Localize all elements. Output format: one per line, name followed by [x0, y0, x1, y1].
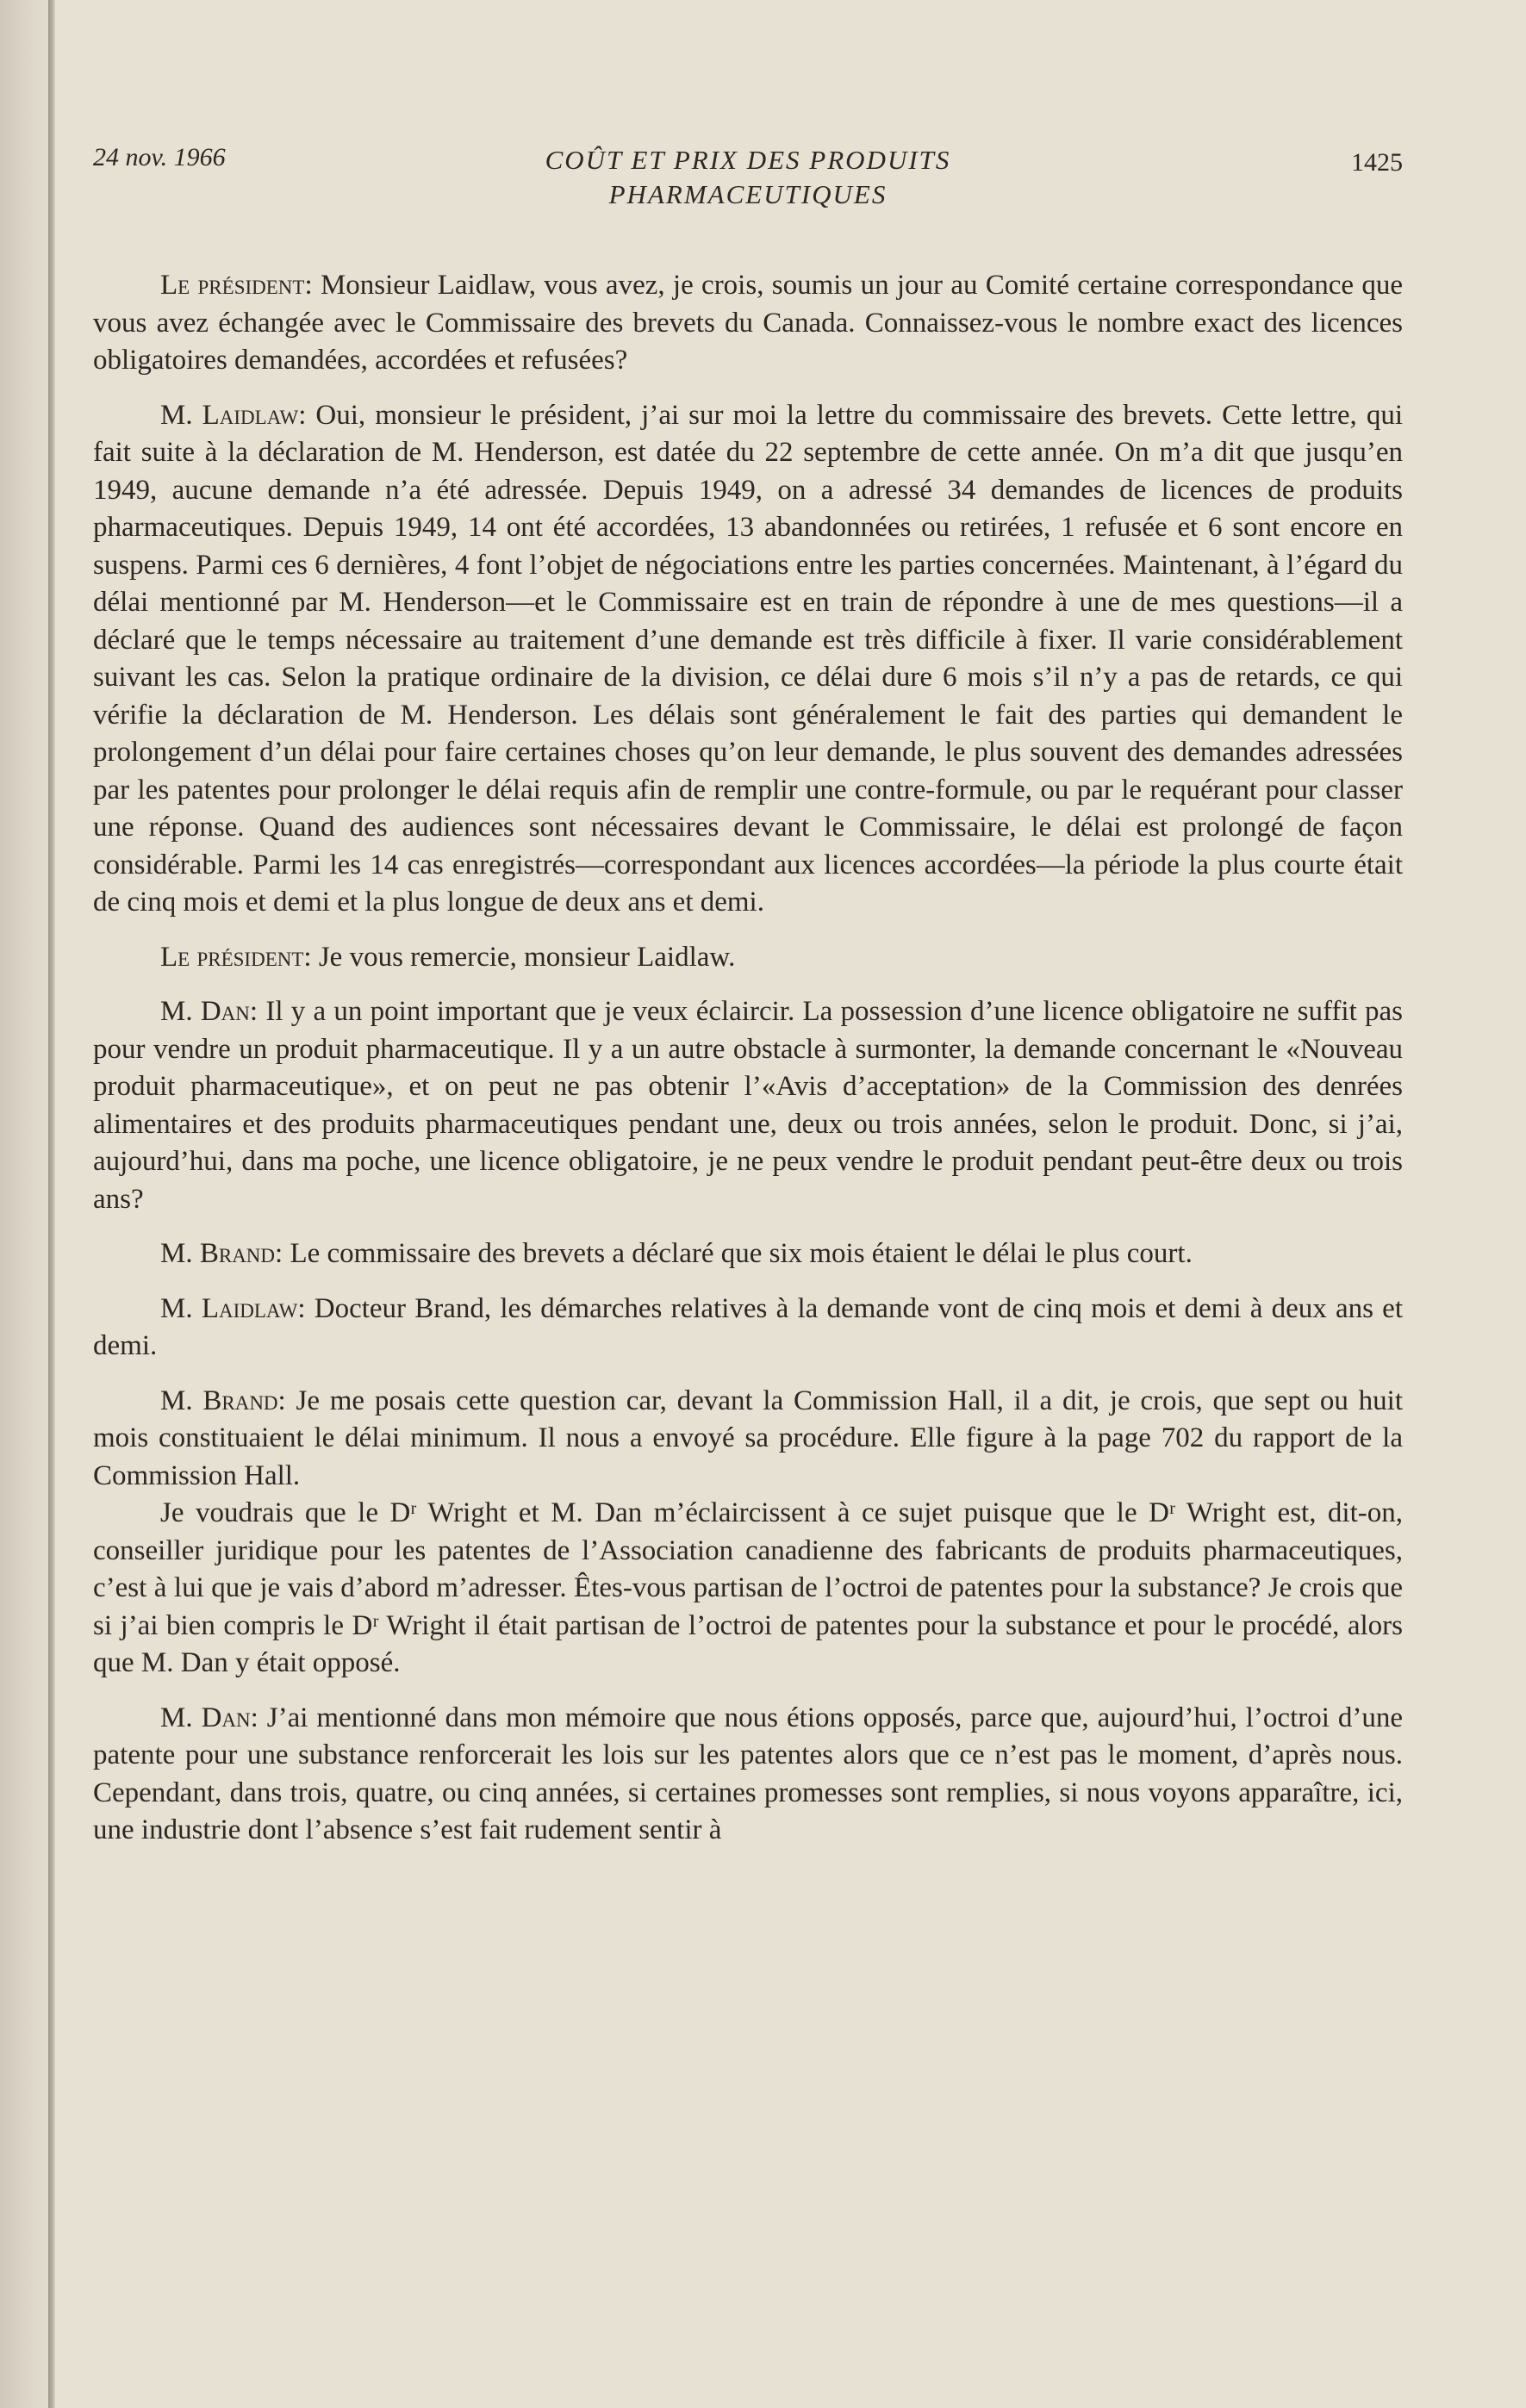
speaker-name: M. Brand:: [160, 1238, 283, 1269]
running-header: [93, 138, 1403, 224]
paragraph: [93, 1383, 1403, 1496]
document-body: [93, 267, 1403, 1850]
paragraph-text: Je me posais cette question car, devant la Commission Hall, il a dit, je crois, que sept ou huit mois constituaient le délai minimum. Il nous a envoyé sa procédure. Elle figure à la page 702 du rapport de la Commission Hall.: [93, 1384, 1403, 1491]
speaker-name: M. Laidlaw:: [160, 1292, 306, 1324]
header-title-line-2: PHARMACEUTIQUES: [608, 179, 888, 209]
paragraph: [93, 939, 1403, 977]
header-date: 24 nov. 1966: [93, 143, 226, 171]
paragraph: [93, 267, 1403, 380]
paragraph-text: Il y a un point important que je veux éclaircir. La possession d’une licence obligatoire ne suffit pas pour vendre un produit pharmaceutique. Il y a un autre obstacle à surmonter, la demande concernant le «Nouveau produit pharmaceutique», et on peut ne pas obtenir l’«Avis d’acceptation» de la Commission des denrées alimentaires et des produits pharmaceutiques pendant une, deux ou trois années, selon le produit. Donc, si j’ai, aujourd’hui, dans ma poche, une licence obligatoire, je ne peux vendre le produit pendant peut-être deux ou trois ans?: [93, 996, 1403, 1215]
paragraph: [93, 1235, 1403, 1273]
speaker-name: M. Brand:: [160, 1384, 286, 1416]
speaker-name: Le président:: [160, 270, 313, 301]
page: [93, 138, 1403, 1867]
paragraph-text: Je vous remercie, monsieur Laidlaw.: [311, 941, 736, 973]
paragraph-text: Le commissaire des brevets a déclaré que six mois étaient le délai le plus court.: [283, 1238, 1193, 1269]
paragraph: [93, 1291, 1403, 1366]
speaker-name: M. Dan:: [160, 1702, 258, 1733]
paragraph: [93, 1495, 1403, 1683]
speaker-name: Le président:: [160, 941, 312, 973]
paragraph-text: J’ai mentionné dans mon mémoire que nous étions opposés, parce que, aujourd’hui, l’octroi d’une patente pour une substance renforcerait les lois sur les patentes alors que ce n’est pas le moment, d’après nous. Cependant, dans trois, quatre, ou cinq années, si certaines promesses sont remplies, si nous voyons apparaître, ici, une industrie dont l’absence s’est fait rudement sentir à: [93, 1702, 1403, 1845]
book-spine-shadow: [0, 0, 50, 2408]
paragraph-text: Je voudrais que le Dʳ Wright et M. Dan m’éclaircissent à ce sujet puisque que le Dʳ Wright est, dit-on, conseiller juridique pour les patentes de l’Association canadienne des fabricants de produits pharmaceutiques, c’est à lui que je vais d’abord m’adresser. Êtes-vous partisan de l’octroi de patentes pour la substance? Je crois que si j’ai bien compris le Dʳ Wright il était partisan de l’octroi de patentes pour la substance et pour le procédé, alors que M. Dan y était opposé.: [93, 1497, 1403, 1678]
paragraph: [93, 1700, 1403, 1850]
paragraph: [93, 993, 1403, 1218]
speaker-name: M. Dan:: [160, 996, 258, 1027]
header-title: [93, 143, 1403, 212]
paragraph-text: Monsieur Laidlaw, vous avez, je crois, soumis un jour au Comité certaine correspondance que vous avez échangée avec le Commissaire des brevets du Canada. Connaissez-vous le nombre exact des licences obligatoires demandées, accordées et refusées?: [93, 270, 1403, 376]
paragraph-text: Docteur Brand, les démarches relatives à la demande vont de cinq mois et demi à deux ans et demi.: [93, 1292, 1403, 1361]
paragraph-text: Oui, monsieur le président, j’ai sur moi la lettre du commissaire des brevets. Cette lettre, qui fait suite à la déclaration de M. Henderson, est datée du 22 septembre de cette année. On m’a dit que jusqu’en 1949, aucune demande n’a été adressée. Depuis 1949, on a adressé 34 demandes de licences de produits pharmaceutiques. Depuis 1949, 14 ont été accordées, 13 abandonnées ou retirées, 1 refusée et 6 sont encore en suspens. Parmi ces 6 dernières, 4 font l’objet de négociations entre les parties concernées. Maintenant, à l’égard du délai mentionné par M. Henderson—et le Commissaire est en train de répondre à une de mes questions—il a déclaré que le temps nécessaire au traitement d’une demande est très difficile à fixer. Il varie considérablement suivant les cas. Selon la pratique ordinaire de la division, ce délai dure 6 mois s’il n’y a pas de retards, ce qui vérifie la déclaration de M. Henderson. Les délais sont généralement le fait des parties qui demandent le prolongement d’un délai pour faire certaines choses qu’on leur demande, le plus souvent des demandes adressées par les patentes pour prolonger le délai requis afin de remplir une contre-formule, ou par le requérant pour classer une réponse. Quand des audiences sont nécessaires devant le Commissaire, le délai est prolongé de façon considérable. Parmi les 14 cas enregistrés—correspondant aux licences accordées—la période la plus courte était de cinq mois et demi et la plus longue de deux ans et demi.: [93, 399, 1404, 918]
paragraph: [93, 397, 1403, 922]
page-number: 1425: [1351, 148, 1403, 177]
speaker-name: M. Laidlaw:: [160, 399, 307, 431]
header-title-line-1: COÛT ET PRIX DES PRODUITS: [545, 145, 951, 175]
book-gutter-line: [48, 0, 55, 2408]
